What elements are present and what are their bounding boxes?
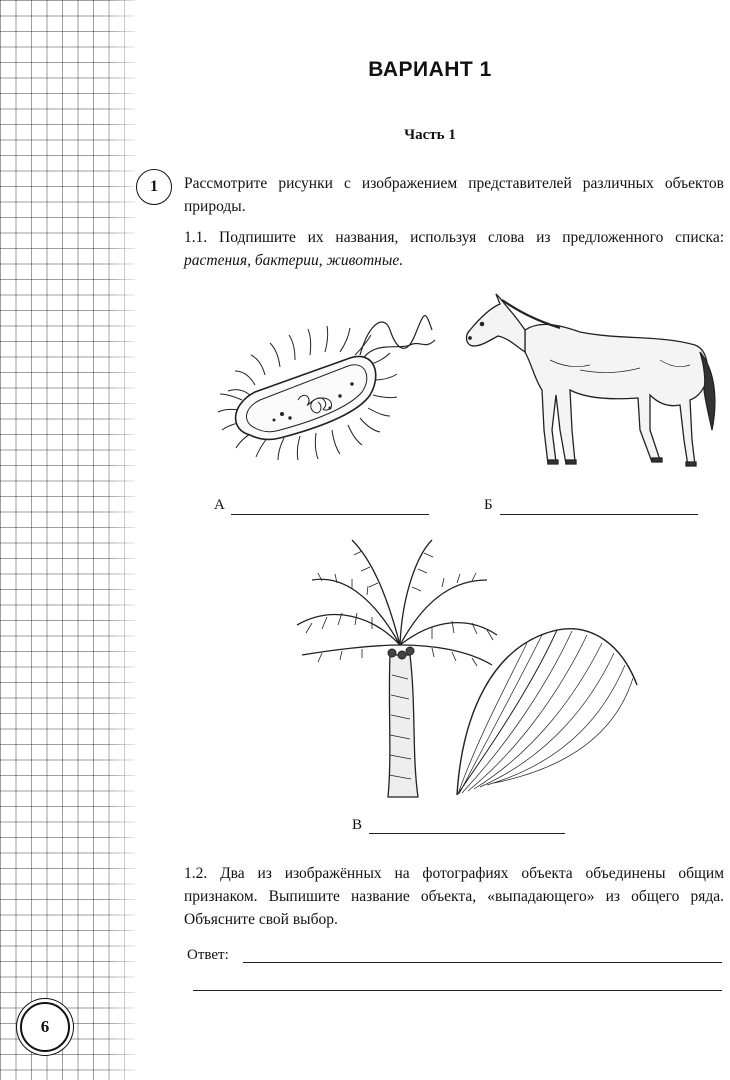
answer-label: Ответ: <box>187 947 229 963</box>
bacterium-illustration <box>210 300 440 475</box>
answer-line-v[interactable] <box>369 833 565 834</box>
horse-illustration <box>460 290 720 480</box>
page-title: ВАРИАНТ 1 <box>368 58 492 81</box>
label-a: А <box>214 497 225 513</box>
task-1-1 <box>184 226 724 272</box>
question-number-badge: 1 <box>136 169 172 205</box>
part-heading: Часть 1 <box>404 127 456 143</box>
palm-tree-illustration <box>292 535 642 805</box>
page-number-badge: 6 <box>20 1002 70 1052</box>
label-v: В <box>352 817 363 833</box>
task-1-1-options: растения, бактерии, животные. <box>184 252 404 269</box>
label-b: Б <box>484 497 493 513</box>
question-intro: Рассмотрите рисунки с изображением представителей различных объектов природы. <box>184 175 724 215</box>
task-1-2: 1.2. Два из изображённых на фотографиях объекта объединены общим признаком. Выпишите название объекта, «выпадающего» из общего ряда. Объясните свой выбор. <box>184 865 724 928</box>
answer-line-b[interactable] <box>500 514 698 515</box>
answer-line-1[interactable] <box>243 962 722 963</box>
answer-line-a[interactable] <box>231 514 429 515</box>
task-1-1-text: 1.1. Подпишите их названия, используя слова из предложенного списка: <box>184 229 724 246</box>
answer-line-2[interactable] <box>193 990 722 991</box>
